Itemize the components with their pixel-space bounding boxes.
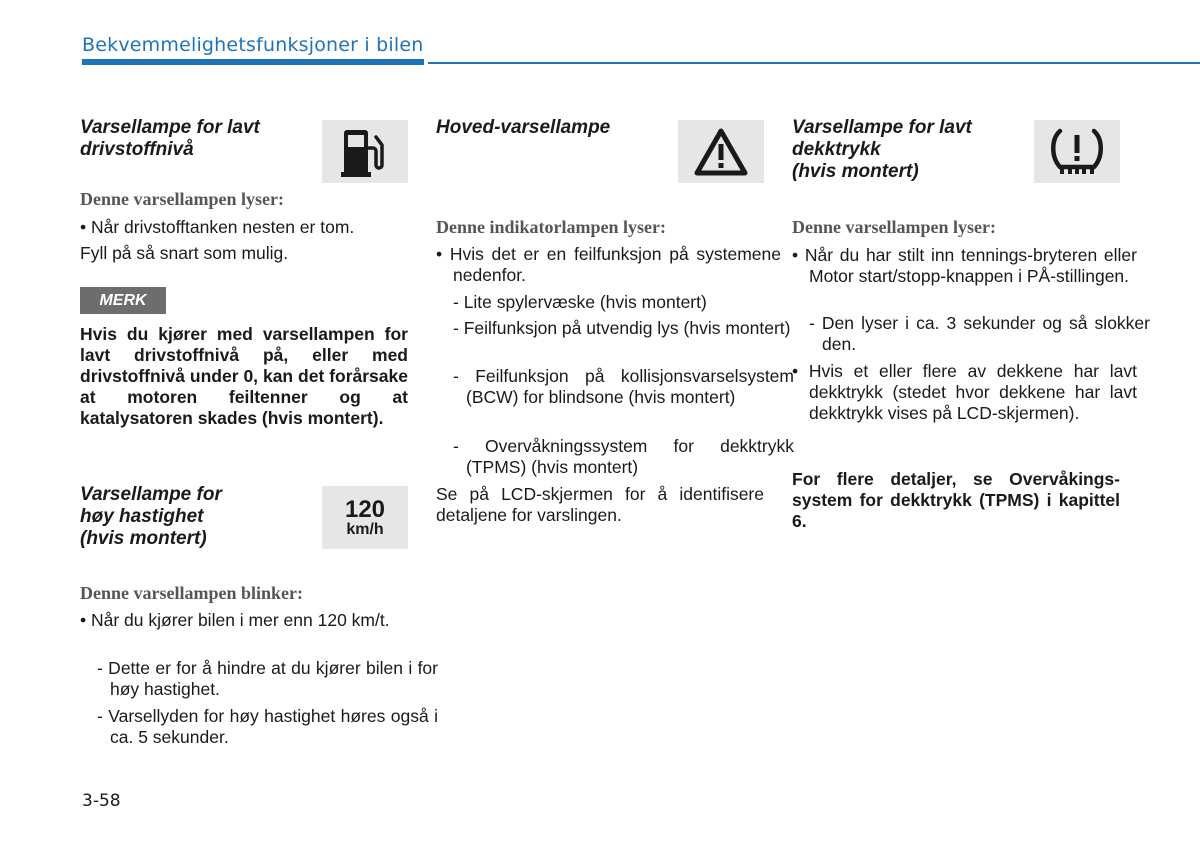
master-dash-1: - Lite spylervæske (hvis montert): [453, 292, 707, 312]
tire-bullet-2: • Hvis et eller flere av dekkene har lavt dekktrykk (stedet hvor dekkene har lavt dekktrykk vises på LCD-skjermen).: [792, 361, 1137, 423]
tire-warning-title: Varsellampe for lavt dekktrykk (hvis montert): [792, 117, 972, 182]
fuel-subhead: Denne varsellampen lyser:: [80, 189, 284, 209]
header-rule-thick: [82, 59, 424, 65]
speed-limit-icon: [322, 486, 408, 549]
note-text: Hvis du kjører med varsellampen for lavt drivstoffnivå på, eller med drivstoffnivå under 0, kan det forårsake at motoren feiltenner og at katalysatoren skades (hvis montert).: [80, 324, 408, 428]
speed-dash-1: - Dette er for å hindre at du kjører bilen i for høy hastighet.: [97, 658, 438, 699]
master-dash-4: - Overvåkningssystem for dekktrykk (TPMS) (hvis montert): [453, 436, 794, 477]
tire-subhead: Denne varsellampen lyser:: [792, 217, 996, 237]
warning-triangle-icon: [678, 120, 764, 183]
header-rule-thin: [428, 62, 1200, 64]
master-subhead: Denne indikatorlampen lyser:: [436, 217, 667, 237]
speed-bullet: • Når du kjører bilen i mer enn 120 km/t.: [80, 610, 390, 630]
speed-icon-unit: km/h: [346, 520, 384, 538]
master-warning-title: Hoved-varsellampe: [436, 117, 611, 138]
tire-pressure-icon: [1034, 120, 1120, 183]
page-header-title: Bekvemmelighetsfunksjoner i bilen: [82, 34, 424, 56]
speed-warning-title: Varsellampe for høy hastighet (hvis montert): [80, 484, 222, 549]
speed-dash-2: - Varsellyden for høy hastighet høres også i ca. 5 sekunder.: [97, 706, 438, 747]
speed-subhead: Denne varsellampen blinker:: [80, 583, 303, 603]
master-dash-3: - Feilfunksjon på kollisjonsvarselsystem (BCW) for blindsone (hvis montert): [453, 366, 794, 407]
tire-bullet-1: • Når du har stilt inn tennings-bryteren eller Motor start/stopp-knappen i PÅ-stillingen.: [792, 245, 1137, 286]
note-label: MERK: [80, 287, 166, 314]
speed-icon-value: 120: [344, 495, 386, 523]
master-dash-2: - Feilfunksjon på utvendig lys (hvis montert): [453, 318, 791, 338]
tire-dash-1: - Den lyser i ca. 3 sekunder og så slokker den.: [809, 313, 1150, 354]
fuel-pump-icon: [322, 120, 408, 183]
fuel-warning-title: Varsellampe for lavt drivstoffnivå: [80, 117, 260, 160]
fuel-text: Fyll på så snart som mulig.: [80, 243, 289, 263]
master-text: Se på LCD-skjermen for å identifisere detaljene for varslingen.: [436, 484, 764, 525]
tire-bold-text: For flere detaljer, se Overvåkings-system for dekktrykk (TPMS) i kapittel 6.: [792, 469, 1120, 531]
page-number: 3-58: [82, 791, 121, 811]
fuel-bullet: • Når drivstofftanken nesten er tom.: [80, 217, 355, 237]
master-bullet: • Hvis det er en feilfunksjon på systemene nedenfor.: [436, 244, 781, 285]
